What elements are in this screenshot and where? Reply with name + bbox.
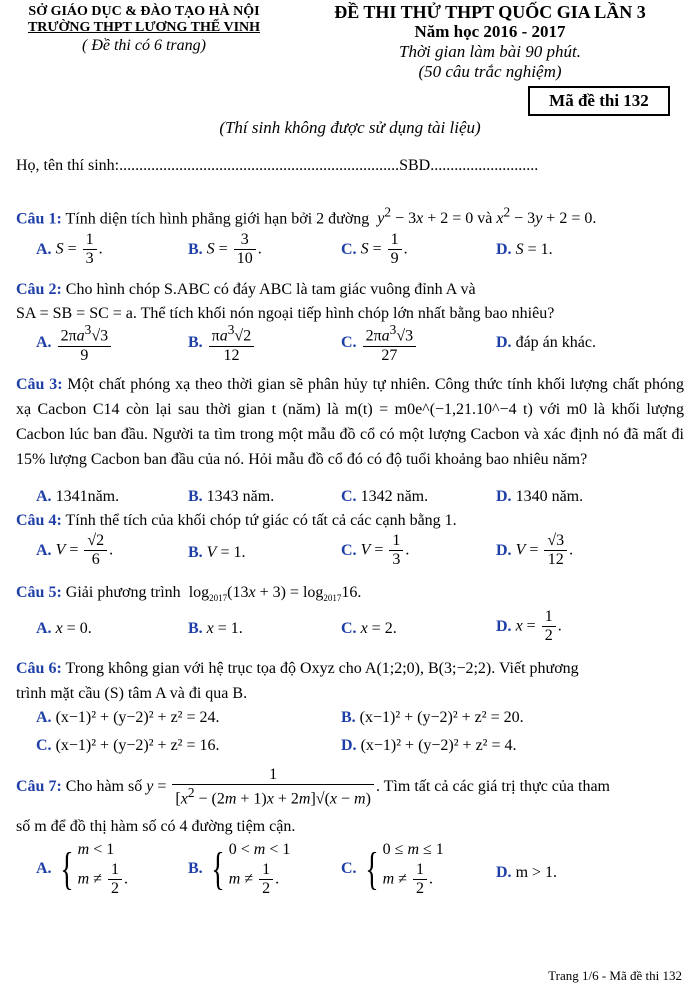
question-text-1: Trong không gian với hệ trục tọa độ Oxyz cho A(1;2;0), B(3;−2;2). Viết phương [65,660,579,677]
option-label: B. [341,709,356,726]
option-text: m > 1. [515,864,558,881]
option-d[interactable] [496,488,583,506]
page-count: ( Đề thi có 6 trang) [82,37,206,54]
question-label: Câu 5: [16,584,62,601]
option-text: đáp án khác. [515,334,596,351]
option-text: (x−1)² + (y−2)² + z² = 24. [55,709,220,726]
q7-options [36,840,686,910]
option-label: B. [188,334,203,352]
question-text-1: Cho hình chóp S.ABC có đáy ABC là tam giác vuông đỉnh A và [65,281,476,298]
option-label: D. [496,334,512,351]
option-b[interactable]: B. { 0 < m < 1 m ≠ $\frac{1}{2}$ . [188,841,291,898]
option-label: B. [188,544,203,561]
option-text: 1341năm. [55,488,120,505]
student-line [16,157,538,175]
option-a[interactable]: A. V = $\frac{√2}{6}$ . [36,532,114,569]
question-3 [16,372,684,472]
question-label: Câu 4: [16,512,62,529]
function-formula: y = $\frac{1}{[x^2 - (2m + 1)x + 2m]√(x - m)}$ [146,778,376,795]
option-c[interactable]: C. $\frac{2\pi a^3√3}{27}$ [341,322,418,365]
option-label: C. [341,620,357,637]
option-label: A. [36,240,52,258]
question-count: (50 câu trắc nghiệm) [418,62,562,81]
option-text: 1342 năm. [360,488,429,505]
option-a[interactable]: A. { m < 1 m ≠ $\frac{1}{2}$ . [36,841,128,898]
option-label: B. [188,488,203,505]
option-b[interactable]: B. S = $\frac{3}{10}$ . [188,231,262,268]
question-text: Tính diện tích hình phẳng giới hạn bởi 2 đường [65,210,370,228]
option-d[interactable] [496,334,596,352]
option-label: A. [36,488,52,505]
option-c[interactable] [36,737,219,755]
option-d[interactable]: D. x = $\frac{1}{2}$ . [496,608,562,645]
option-label: D. [496,241,512,258]
option-d[interactable]: D. V = $\frac{√3}{12}$ . [496,532,574,569]
option-b[interactable] [188,488,274,506]
option-c[interactable]: C. { 0 ≤ m ≤ 1 m ≠ $\frac{1}{2}$ . [341,841,444,898]
exam-duration: Thời gian làm bài 90 phút. [399,42,581,61]
option-label: A. [36,334,52,352]
option-label: B. [188,620,203,637]
option-c[interactable]: C. x = 2. [341,620,397,637]
question-label: Câu 3: [16,376,63,393]
option-label: D. [496,617,512,635]
q6-options [36,709,686,765]
question-text-1: Cho hàm số [65,778,143,796]
question-text-2: . Tìm tất cả các giá trị thực của tham [375,778,610,796]
page-footer: Trang 1/6 - Mã đề thi 132 [548,968,682,983]
question-text: Giải phương trình [65,584,181,601]
option-label: A. [36,859,52,877]
school-name: TRƯỜNG THPT LƯƠNG THẾ VINH [27,20,261,35]
equation: $y^2 - 3x + 2 = 0$ và $x^2 - 3y + 2 = 0$. [377,205,597,228]
question-text-2: SA = SB = SC = a. Thể tích khối nón ngoại tiếp hình chóp lớn nhất bằng bao nhiêu? [16,305,555,322]
option-a[interactable]: A. $\frac{2\pi a^3√3}{9}$ [36,322,113,365]
question-text: Tính thể tích của khối chóp tứ giác có tất cả các cạnh bằng 1. [65,512,457,529]
school-year: Năm học 2016 - 2017 [414,22,566,41]
option-label: A. [36,709,52,726]
option-label: C. [341,334,357,352]
option-label: B. [188,859,203,877]
option-label: D. [496,541,512,559]
option-a[interactable] [36,488,119,506]
option-label: A. [36,541,52,559]
sbd-field[interactable]: SBD........................... [399,157,539,174]
question-label: Câu 6: [16,660,62,677]
option-d[interactable] [341,737,516,755]
option-label: B. [188,240,203,258]
question-6 [16,656,684,706]
question-label: Câu 2: [16,281,62,298]
option-label: D. [341,737,357,754]
option-label: C. [341,488,357,505]
option-d[interactable]: D. S = 1. [496,241,553,258]
option-text: 1343 năm. [206,488,275,505]
option-b[interactable]: B. V = 1. [188,544,246,561]
question-7 [16,766,610,809]
option-text: 1340 năm. [515,488,584,505]
question-label: Câu 1: [16,210,62,228]
question-1 [16,205,596,228]
equation: $\log_{2017}(13x + 3) = \log_{2017}16$. [184,584,362,604]
option-label: C. [341,541,357,559]
option-a[interactable]: A. S = $\frac{1}{3}$ . [36,231,103,268]
question-5 [16,584,361,603]
option-label: D. [496,864,512,881]
option-c[interactable] [341,488,428,506]
option-c[interactable]: C. S = $\frac{1}{9}$ . [341,231,408,268]
question-7-line2: số m để đồ thị hàm số có 4 đường tiệm cận. [16,818,296,835]
question-text: Một chất phóng xạ theo thời gian sẽ phân hủy tự nhiên. Công thức tính khối lượng chất phóng xạ Cacbon C14 còn lại sau thời gian t (năm) là m(t) = m0e^(−1,21.10^−4 t) với m0 là khối lượng Cacbon lúc ban đầu. Người ta tìm trong một mẫu đồ cổ có một lượng Cacbon và xác định nó đã mất đi 15% lượng Cacbon ban đầu của nó. Hỏi mẫu đồ cổ đó có độ tuổi khoảng bao nhiêu năm? [16,376,685,468]
option-label: C. [341,240,357,258]
option-text: (x−1)² + (y−2)² + z² = 16. [55,737,220,754]
option-label: C. [341,859,357,877]
option-a[interactable]: A. x = 0. [36,620,92,637]
option-label: C. [36,737,52,754]
question-2 [16,278,684,326]
exam-title: ĐỀ THI THỬ THPT QUỐC GIA LẦN 3 [334,2,646,22]
option-b[interactable]: B. x = 1. [188,620,243,637]
school-header [14,4,274,56]
option-label: D. [496,488,512,505]
option-label: A. [36,620,52,637]
question-label: Câu 7: [16,778,62,796]
option-c[interactable]: C. V = $\frac{1}{3}$ . [341,532,410,569]
option-text: (x−1)² + (y−2)² + z² = 20. [359,709,524,726]
option-a[interactable] [36,709,219,727]
q2-options [36,322,686,372]
question-text-2: trình mặt cầu (S) tâm A và đi qua B. [16,685,248,702]
no-materials-note: (Thí sinh không được sử dụng tài liệu) [219,118,481,137]
question-4 [16,512,457,530]
option-b[interactable] [341,709,524,727]
exam-code-box: Mã đề thi 132 [528,86,670,116]
option-d[interactable] [496,864,557,882]
department-name: SỞ GIÁO DỤC & ĐÀO TẠO HÀ NỘI [28,4,260,19]
exam-header [290,2,690,82]
option-text: (x−1)² + (y−2)² + z² = 4. [360,737,517,754]
student-name-field[interactable]: Họ, tên thí sinh:...................................................................... [16,157,400,174]
option-b[interactable]: B. $\frac{\pi a^3√2}{12}$ [188,322,256,365]
